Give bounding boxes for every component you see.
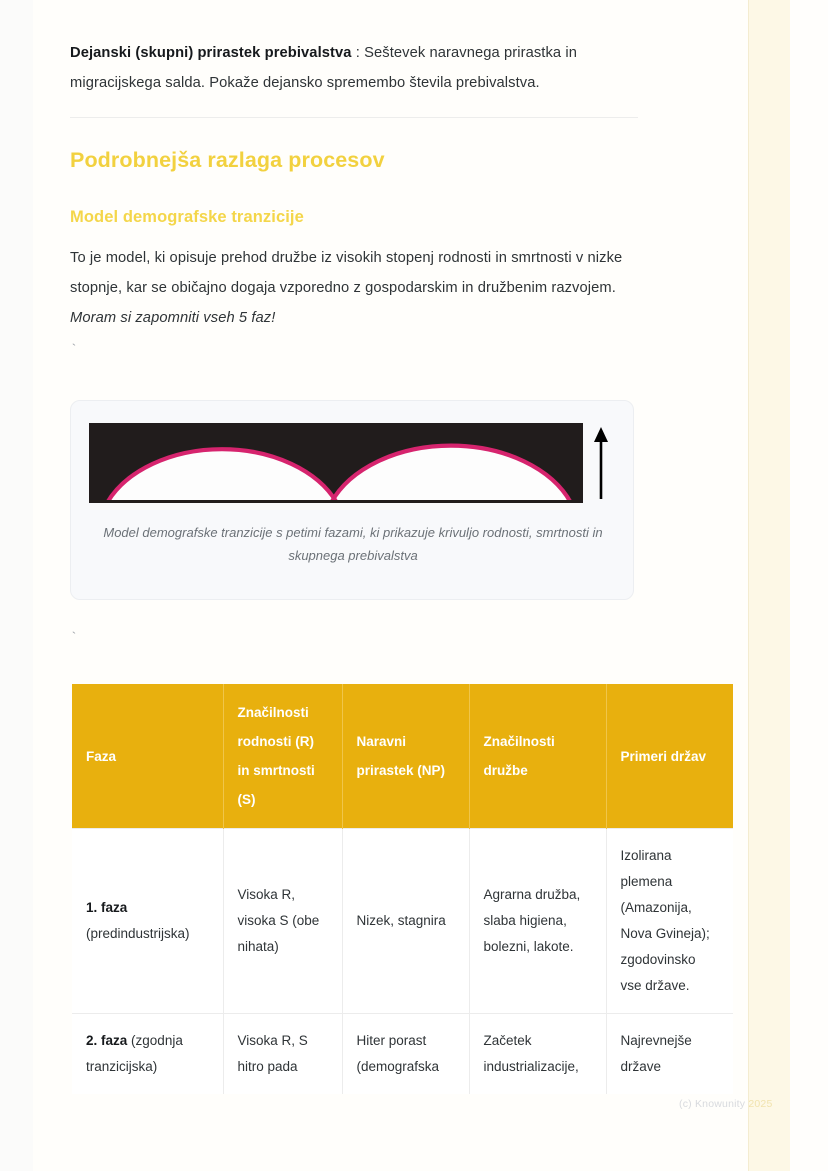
right-cream-band	[748, 0, 792, 1171]
cell-society: Začetek industrializacije,	[469, 1014, 606, 1095]
column-header-primeri-drzav: Primeri držav	[606, 684, 733, 829]
table-row	[72, 1014, 733, 1095]
table-body	[72, 829, 733, 1095]
phases-table	[72, 684, 733, 1094]
model-paragraph-block	[70, 243, 638, 333]
demographic-transition-diagram	[89, 423, 617, 503]
subsection-heading-block	[70, 205, 638, 229]
intro-paragraph	[70, 38, 638, 98]
figure-caption: Model demografske tranzicije s petimi fazami, ki prikazuje krivuljo rodnosti, smrtnosti in skupnega prebivalstva	[103, 525, 603, 563]
column-header-znacilnosti-druzbe: Značilnosti družbe	[469, 684, 606, 829]
table-header-row	[72, 684, 733, 829]
model-paragraph-emphasis: Moram si zapomniti vseh 5 faz!	[70, 310, 276, 326]
cell-phase	[72, 829, 223, 1014]
left-gutter	[0, 0, 33, 1171]
watermark-year: 2025	[748, 1098, 773, 1110]
upward-arrow-icon	[594, 427, 608, 499]
table-row	[72, 829, 733, 1014]
figure-card	[70, 400, 634, 600]
cell-phase-rest: (predindustrijska)	[86, 926, 190, 941]
divider-block	[70, 117, 638, 118]
cell-countries: Izolirana plemena (Amazonija, Nova Gvineja); zgodovinsko vse države.	[606, 829, 733, 1014]
section-heading: Podrobnejša razlaga procesov	[70, 148, 385, 172]
phases-table-wrapper	[72, 684, 733, 1094]
column-header-faza: Faza	[72, 684, 223, 829]
section-heading-block	[70, 146, 638, 174]
cell-society: Agrarna družba, slaba higiena, bolezni, lakote.	[469, 829, 606, 1014]
right-outer-band	[790, 0, 828, 1171]
cell-phase	[72, 1014, 223, 1095]
cell-growth: Nizek, stagnira	[342, 829, 469, 1014]
code-marker-1-block	[70, 340, 638, 358]
subsection-heading: Model demografske tranzicije	[70, 208, 304, 226]
intro-paragraph-block	[70, 38, 638, 98]
code-marker-2: `	[70, 630, 78, 645]
intro-separator: :	[351, 45, 365, 61]
model-paragraph	[70, 243, 638, 333]
cell-rates: Visoka R, S hitro pada	[223, 1014, 342, 1095]
cell-phase-strong: 2. faza	[86, 1033, 128, 1048]
intro-term: Dejanski (skupni) prirastek prebivalstva	[70, 45, 352, 61]
column-header-rodnost-smrtnost: Značilnosti rodnosti (R) in smrtnosti (S)	[223, 684, 342, 829]
table-head	[72, 684, 733, 829]
horizontal-rule	[70, 117, 638, 118]
cell-phase-rest: (zgodnja tranzicijska)	[86, 1033, 183, 1074]
cell-countries: Najrevnejše države	[606, 1014, 733, 1095]
cell-phase-strong: 1. faza	[86, 900, 128, 915]
code-marker-1: `	[70, 342, 78, 357]
transition-curves-svg	[89, 423, 617, 503]
column-header-naravni-prirastek: Naravni prirastek (NP)	[342, 684, 469, 829]
cell-growth: Hiter porast (demografska	[342, 1014, 469, 1095]
cell-rates: Visoka R, visoka S (obe nihata)	[223, 829, 342, 1014]
diagram-baseline	[89, 500, 583, 503]
intro-definition: Seštevek naravnega prirastka in migracijskega salda. Pokaže dejansko spremembo števila prebivalstva.	[70, 45, 578, 91]
watermark-prefix: (c) Knowunity	[679, 1098, 749, 1110]
model-paragraph-text: To je model, ki opisuje prehod družbe iz visokih stopenj rodnosti in smrtnosti v nizke stopnje, kar se običajno dogaja vzporedno z gospodarskim in družbenim razvojem.	[70, 250, 623, 296]
code-marker-2-block	[70, 628, 638, 646]
